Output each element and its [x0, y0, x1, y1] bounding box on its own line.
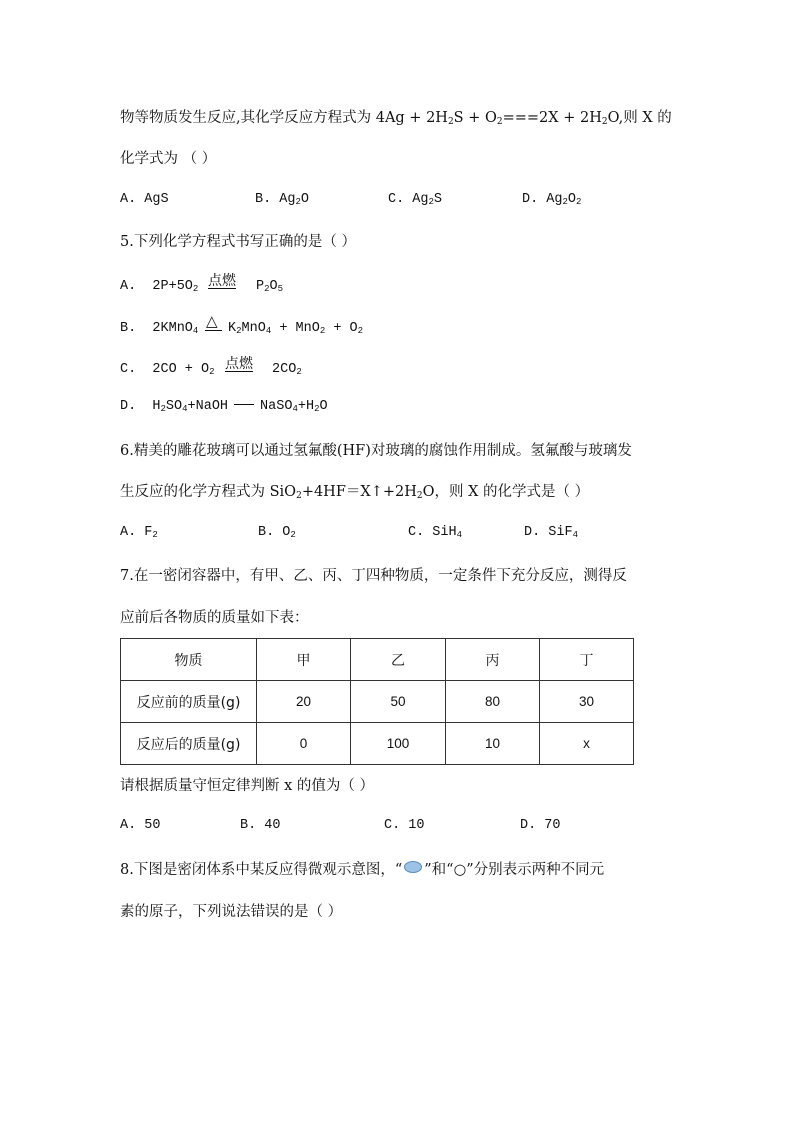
q7-option-a[interactable]: A. 50: [120, 818, 161, 833]
q6-option-b[interactable]: B. $O_2$: [258, 525, 296, 540]
table-cell: 10: [446, 723, 540, 765]
q5-a-ignite-condition: 点燃: [208, 273, 236, 289]
blue-atom-icon: [404, 861, 422, 873]
table-cell: 30: [540, 681, 634, 723]
q6-stem-line2: 生反应的化学方程式为 $SiO_2+4HF=X↑+2H_2O$，则 X 的化学式是（ ）: [120, 484, 590, 501]
q5-stem: 5.下列化学方程式书写正确的是（ ）: [120, 234, 356, 250]
table-cell: x: [540, 723, 634, 765]
table-cell: 80: [446, 681, 540, 723]
q7-option-d[interactable]: D. 70: [520, 818, 561, 833]
mass-table: [120, 638, 634, 765]
heat-triangle-icon: △: [206, 312, 218, 330]
q6-option-c[interactable]: C. SiH$_4$: [408, 525, 463, 540]
q4-option-d[interactable]: D. $Ag_2O_2$: [522, 192, 582, 207]
q5-c-product: $2CO_2$: [272, 362, 302, 377]
q7-stem-line1: 7.在一密闭容器中，有甲、乙、丙、丁四种物质，一定条件下充分反应，测得反: [120, 568, 627, 584]
q7-stem-line2: 应前后各物质的质量如下表：: [120, 610, 309, 626]
q4-stem-line2: 化学式为 （ ）: [120, 151, 217, 167]
table-header-cell: 乙: [351, 639, 446, 681]
q6-stem-line1: 6.精美的雕花玻璃可以通过氢氟酸(HF)对玻璃的腐蚀作用制成。氢氟酸与玻璃发: [120, 443, 632, 459]
q5-option-c[interactable]: C. $2CO + O_2$: [120, 362, 215, 377]
table-cell: 0: [257, 723, 351, 765]
q5-c-ignite-condition: 点燃: [225, 356, 253, 372]
q7-prompt: 请根据质量守恒定律判断 x 的值为（ ）: [120, 778, 375, 794]
table-cell: 反应后的质量(g): [121, 723, 257, 765]
table-cell: 100: [351, 723, 446, 765]
table-header-row: [121, 639, 634, 681]
q7-option-c[interactable]: C. 10: [384, 818, 425, 833]
q4-option-a[interactable]: A. AgS: [120, 192, 169, 207]
table-header-cell: 丙: [446, 639, 540, 681]
table-cell: 20: [257, 681, 351, 723]
q7-option-b[interactable]: B. 40: [240, 818, 281, 833]
q5-b-products: $K_2MnO_4 + MnO_2 + O_2$: [228, 321, 364, 336]
table-header-cell: 物质: [121, 639, 257, 681]
table-header-cell: 丁: [540, 639, 634, 681]
q6-option-d[interactable]: D. SiF$_4$: [524, 525, 579, 540]
q6-option-a[interactable]: A. $F_2$: [120, 525, 158, 540]
table-row: [121, 723, 634, 765]
table-header-cell: 甲: [257, 639, 351, 681]
table-row: [121, 681, 634, 723]
q4-option-c[interactable]: C. $Ag_2S$: [388, 192, 443, 207]
q4-option-b[interactable]: B. $Ag_2O$: [255, 192, 310, 207]
q8-stem-line2: 素的原子，下列说法错误的是（ ）: [120, 904, 343, 920]
q4-stem-line1: 物等物质发生反应,其化学反应方程式为 $4Ag + 2H_2S + O_2===2X + 2H_2O$,则 X 的: [120, 110, 672, 127]
q8-stem-line1: 8.下图是密闭体系中某反应得微观示意图，“ ”和“○”分别表示两种不同元: [120, 862, 605, 878]
table-cell: 反应前的质量(g): [121, 681, 257, 723]
heat-underline: [205, 330, 222, 331]
equals-bar: [234, 404, 254, 405]
q5-option-b[interactable]: B. 2KMnO$_4$: [120, 321, 199, 336]
table-cell: 50: [351, 681, 446, 723]
q5-a-product: $P_2O_5$: [256, 279, 284, 294]
q5-option-a[interactable]: A. $2P+5O_2$: [120, 279, 199, 294]
q5-option-d[interactable]: D. $H_2SO_4+NaOH$ $NaSO_4+H_2O$: [120, 399, 328, 414]
